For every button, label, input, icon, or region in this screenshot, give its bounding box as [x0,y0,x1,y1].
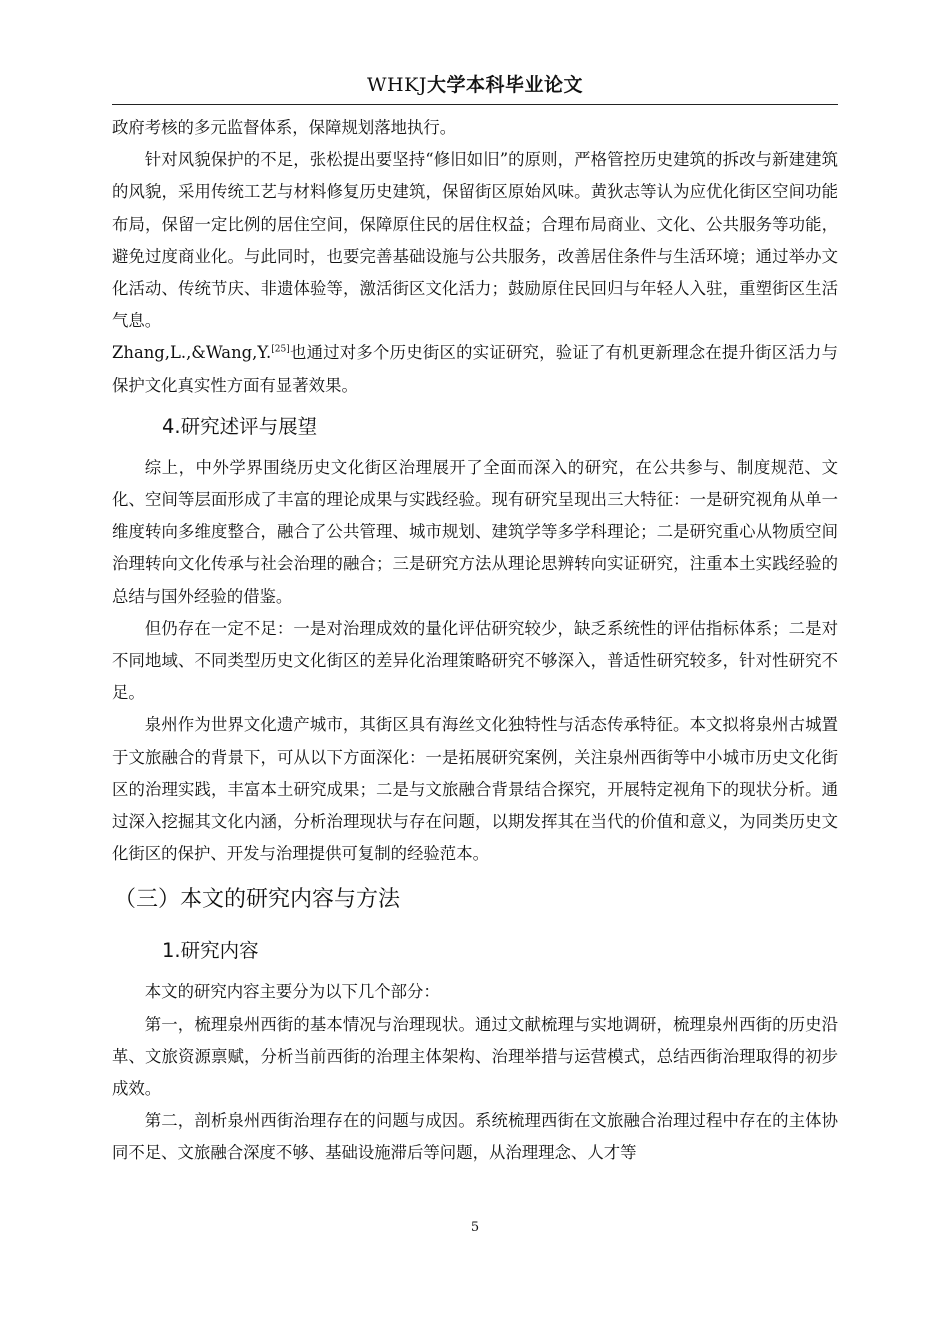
header-title [367,74,583,96]
section-heading: 1.研究内容 [162,939,259,963]
header-prefix: WHKJ [367,74,427,96]
citation-ref: [25] [271,344,290,355]
header-title-cn: 大学本科毕业论文 [426,74,583,96]
page-body [112,112,838,1170]
paragraph: 本文的研究内容主要分为以下几个部分： [144,982,440,1002]
paragraph: 第一，梳理泉州西街的基本情况与治理现状。通过文献梳理与实地调研，梳理泉州西街的历史沿革、文旅资源禀赋，分析当前西街的治理主体架构、治理举措与运营模式，总结西街治理取得的初步成效。 [112,1014,838,1099]
citation-author: Zhang,L.,&Wang,Y. [112,343,272,363]
section-heading: 4.研究述评与展望 [162,414,318,438]
running-header [112,70,838,105]
paragraph: 第二，剖析泉州西街治理存在的问题与成因。系统梳理西街在文旅融合治理过程中存在的主体协同不足、文旅融合深度不够、基础设施滞后等问题，从治理理念、人才等 [112,1111,838,1163]
citation-text: 也通过对多个历史街区的实证研究，验证了有机更新理念在提升街区活力与保护文化真实性方面有显著效果。 [112,343,838,395]
paragraph: 政府考核的多元监督体系，保障规划落地执行。 [112,118,457,137]
paragraph: 针对风貌保护的不足，张松提出要坚持“修旧如旧”的原则，严格管控历史建筑的拆改与新建建筑的风貌，采用传统工艺与材料修复历史建筑，保留街区原始风味。黄狄志等认为应优化街区空间功能布局，保留一定比例的居住空间，保障原住民的居住权益；合理布局商业、文化、公共服务等功能，避免过度商业化。与此同时，也要完善基础设施与公共服务，改善居住条件与生活环境；通过举办文化活动、传统节庆、非遗体验等，激活街区文化活力；鼓励原住民回归与年轻人入驻，重塑街区生活气息。 [112,150,838,331]
paragraph: 但仍存在一定不足：一是对治理成效的量化评估研究较少，缺乏系统性的评估指标体系；二是对不同地域、不同类型历史文化街区的差异化治理策略研究不够深入，普适性研究较多，针对性研究不足。 [112,618,838,703]
paragraph: 综上，中外学界围绕历史文化街区治理展开了全面而深入的研究，在公共参与、制度规范、文化、空间等层面形成了丰富的理论成果与实践经验。现有研究呈现出三大特征：一是研究视角从单一维度转向多维度整合，融合了公共管理、城市规划、建筑学等多学科理论；二是研究重心从物质空间治理转向文化传承与社会治理的融合；三是研究方法从理论思辨转向实证研究，注重本土实践经验的总结与国外经验的借鉴。 [112,457,838,606]
chapter-heading: （三）本文的研究内容与方法 [114,887,401,913]
paragraph: 泉州作为世界文化遗产城市，其街区具有海丝文化独特性与活态传承特征。本文拟将泉州古城置于文旅融合的背景下，可从以下方面深化：一是拓展研究案例，关注泉州西街等中小城市历史文化街区的治理实践，丰富本土研究成果；二是与文旅融合背景结合探究，开展特定视角下的现状分析。通过深入挖掘其文化内涵，分析治理现状与存在问题，以期发挥其在当代的价值和意义，为同类历史文化街区的保护、开发与治理提供可复制的经验范本。 [112,715,838,864]
page-number: 5 [470,1220,480,1235]
paragraph-citation [112,337,838,401]
